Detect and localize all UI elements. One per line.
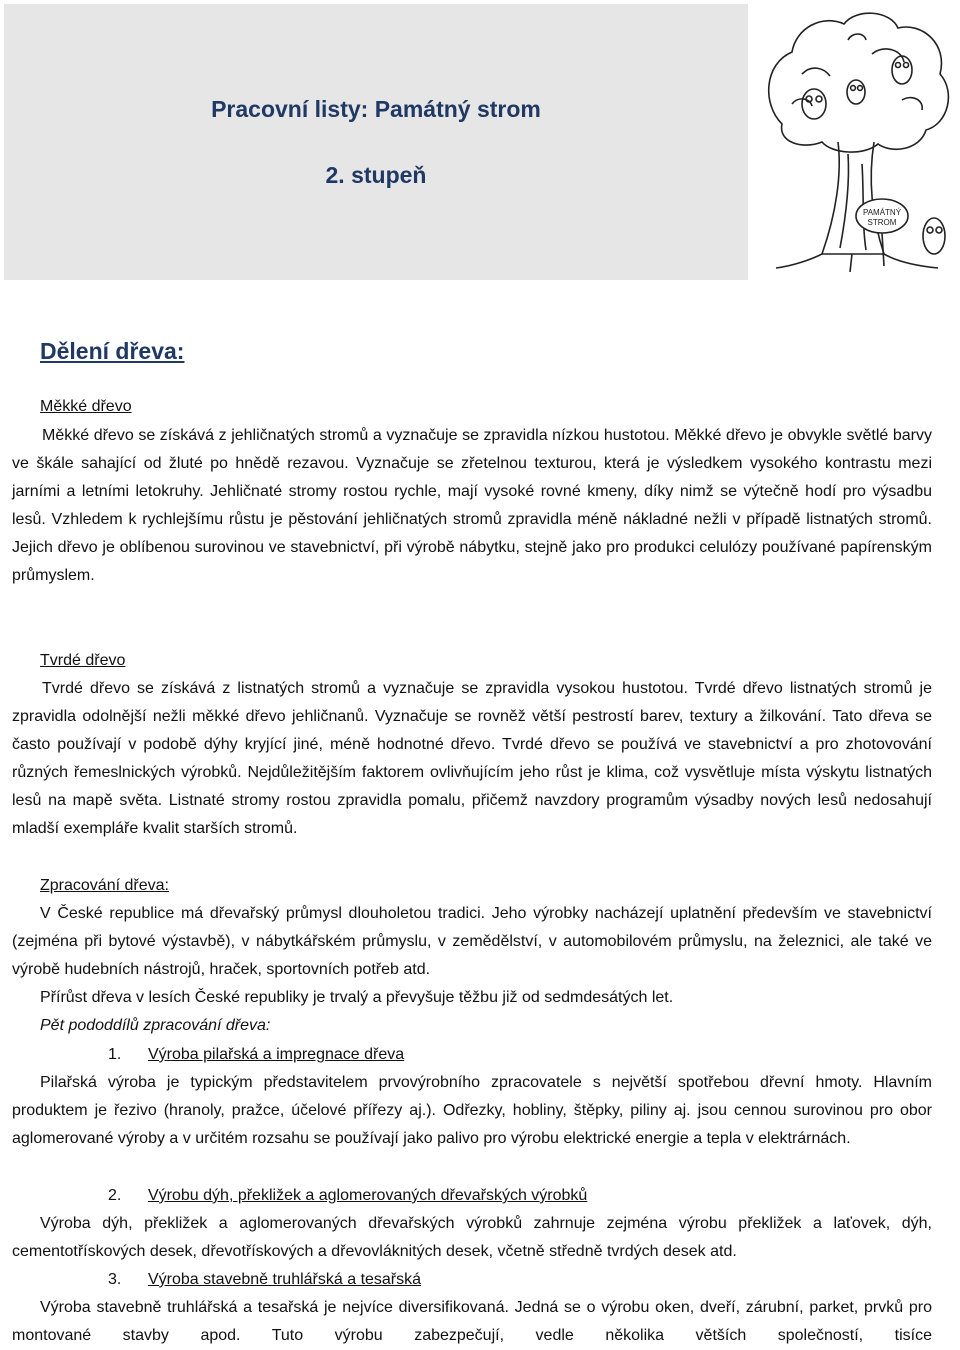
- list-item-paragraph: Výroba stavebně truhlářská a tesařská je nejvíce diversifikovaná. Jedná se o výrobu oken, dveří, zárubní, parket, prvků pro montované stavby apod. Tuto výrobu zabezpečují, vedle několika větších společností, tisíce: [12, 1299, 932, 1344]
- tree-illustration-icon: [752, 4, 956, 280]
- page-title: Pracovní listy: Památný strom: [211, 96, 541, 122]
- increment-sentence: Přírůst dřeva v lesích České republiky je trvalý a převyšuje těžbu již od sedmdesátých let.: [40, 989, 674, 1006]
- list-item-paragraph: Výroba dýh, překližek a aglomerovaných dřevařských výrobků zahrnuje zejména výrobu překližek a laťovek, dýh, cementotřískových desek, dřevotřískových a dřevovláknitých desek, včetně středně tvrdých desek atd.: [12, 1215, 932, 1260]
- list-item-paragraph: Pilařská výroba je typickým představitelem prvovýrobního zpracovatele s největší spotřebou dřevní hmoty. Hlavním produktem je řezivo (hranoly, pražce, účelové přířezy aj.). Odřezky, hobliny, štěpky, piliny aj. jsou cennou surovinou pro obor aglomerované výroby a v určitém rozsahu se používají jako palivo pro výrobu elektrické energie a tepla v elektrárnách.: [12, 1074, 932, 1147]
- list-item-number: 1.: [108, 1046, 122, 1063]
- tree-logo: [752, 4, 956, 280]
- subsections-label: Pět pododdílů zpracování dřeva:: [40, 1017, 271, 1034]
- page-subtitle: 2. stupeň: [325, 162, 427, 188]
- logo-sign-line-2: STROM: [867, 218, 897, 227]
- hard-wood-paragraph: Tvrdé dřevo se získává z listnatých stromů a vyznačuje se zpravidla vysokou hustotou. Tvrdé dřevo listnatých stromů je zpravidla odolnější nežli měkké dřevo jehličnanů. Vyznačuje se rovněž větší pestrostí barev, textury a žilkování. Tato dřeva se často používají v podobě dýhy kryjící jiné, méně hodnotné dřevo. Tvrdé dřevo se používá ve stavebnictví a pro zhotovování různých řemeslnických výrobků. Nejdůležitějším faktorem ovlivňujícím jeho růst je klima, což vysvětluje místa výskytu listnatých lesů na mapě světa. Listnaté stromy rostou zpravidla pomalu, přičemž navzdory programům výsadby nových lesů nedosahují mladší exempláře kvalit starších stromů.: [12, 680, 932, 837]
- soft-wood-paragraph: Měkké dřevo se získává z jehličnatých stromů a vyznačuje se zpravidla nízkou hustotou. Měkké dřevo je obvykle světlé barvy ve škále sahající od žluté po hnědě rezavou. Vyznačuje se zřetelnou texturou, která je výsledkem vysokého kontrastu mezi jarními a letními letokruhy. Jehličnaté stromy rostou rychle, mají vysoké rovné kmeny, díky nimž se výtečně hodí pro výsadbu lesů. Vzhledem k rychlejšímu růstu je pěstování jehličnatých stromů zpravidla méně nákladné nežli v případě listnatých stromů. Jejich dřevo je oblíbenou surovinou ve stavebnictví, při výrobě nábytku, stejně jako pro produkci celulózy používané papírenským průmyslem.: [12, 427, 932, 584]
- list-item-number: 2.: [108, 1187, 122, 1204]
- logo-sign-line-1: PAMÁTNÝ: [862, 208, 902, 217]
- processing-heading: Zpracování dřeva:: [40, 877, 169, 894]
- title-box: [4, 4, 748, 280]
- list-item-title: Výroba stavebně truhlářská a tesařská: [148, 1271, 422, 1288]
- list-item-title: Výrobu dýh, překližek a aglomerovaných dřevařských výrobků: [148, 1187, 588, 1204]
- section-title: Dělení dřeva:: [40, 338, 185, 364]
- list-item-number: 3.: [108, 1271, 122, 1288]
- hard-wood-heading: Tvrdé dřevo: [40, 652, 126, 669]
- list-item-title: Výroba pilařská a impregnace dřeva: [148, 1046, 405, 1063]
- soft-wood-heading: Měkké dřevo: [40, 398, 132, 415]
- processing-paragraph: V České republice má dřevařský průmysl dlouholetou tradici. Jeho výrobky nacházejí uplatnění především ve stavebnictví (zejména při bytové výstavbě), v nábytkářském průmyslu, v zemědělství, v automobilovém průmyslu, na železnici, ale také ve výrobě hudebních nástrojů, hraček, sportovních potřeb atd.: [12, 905, 932, 978]
